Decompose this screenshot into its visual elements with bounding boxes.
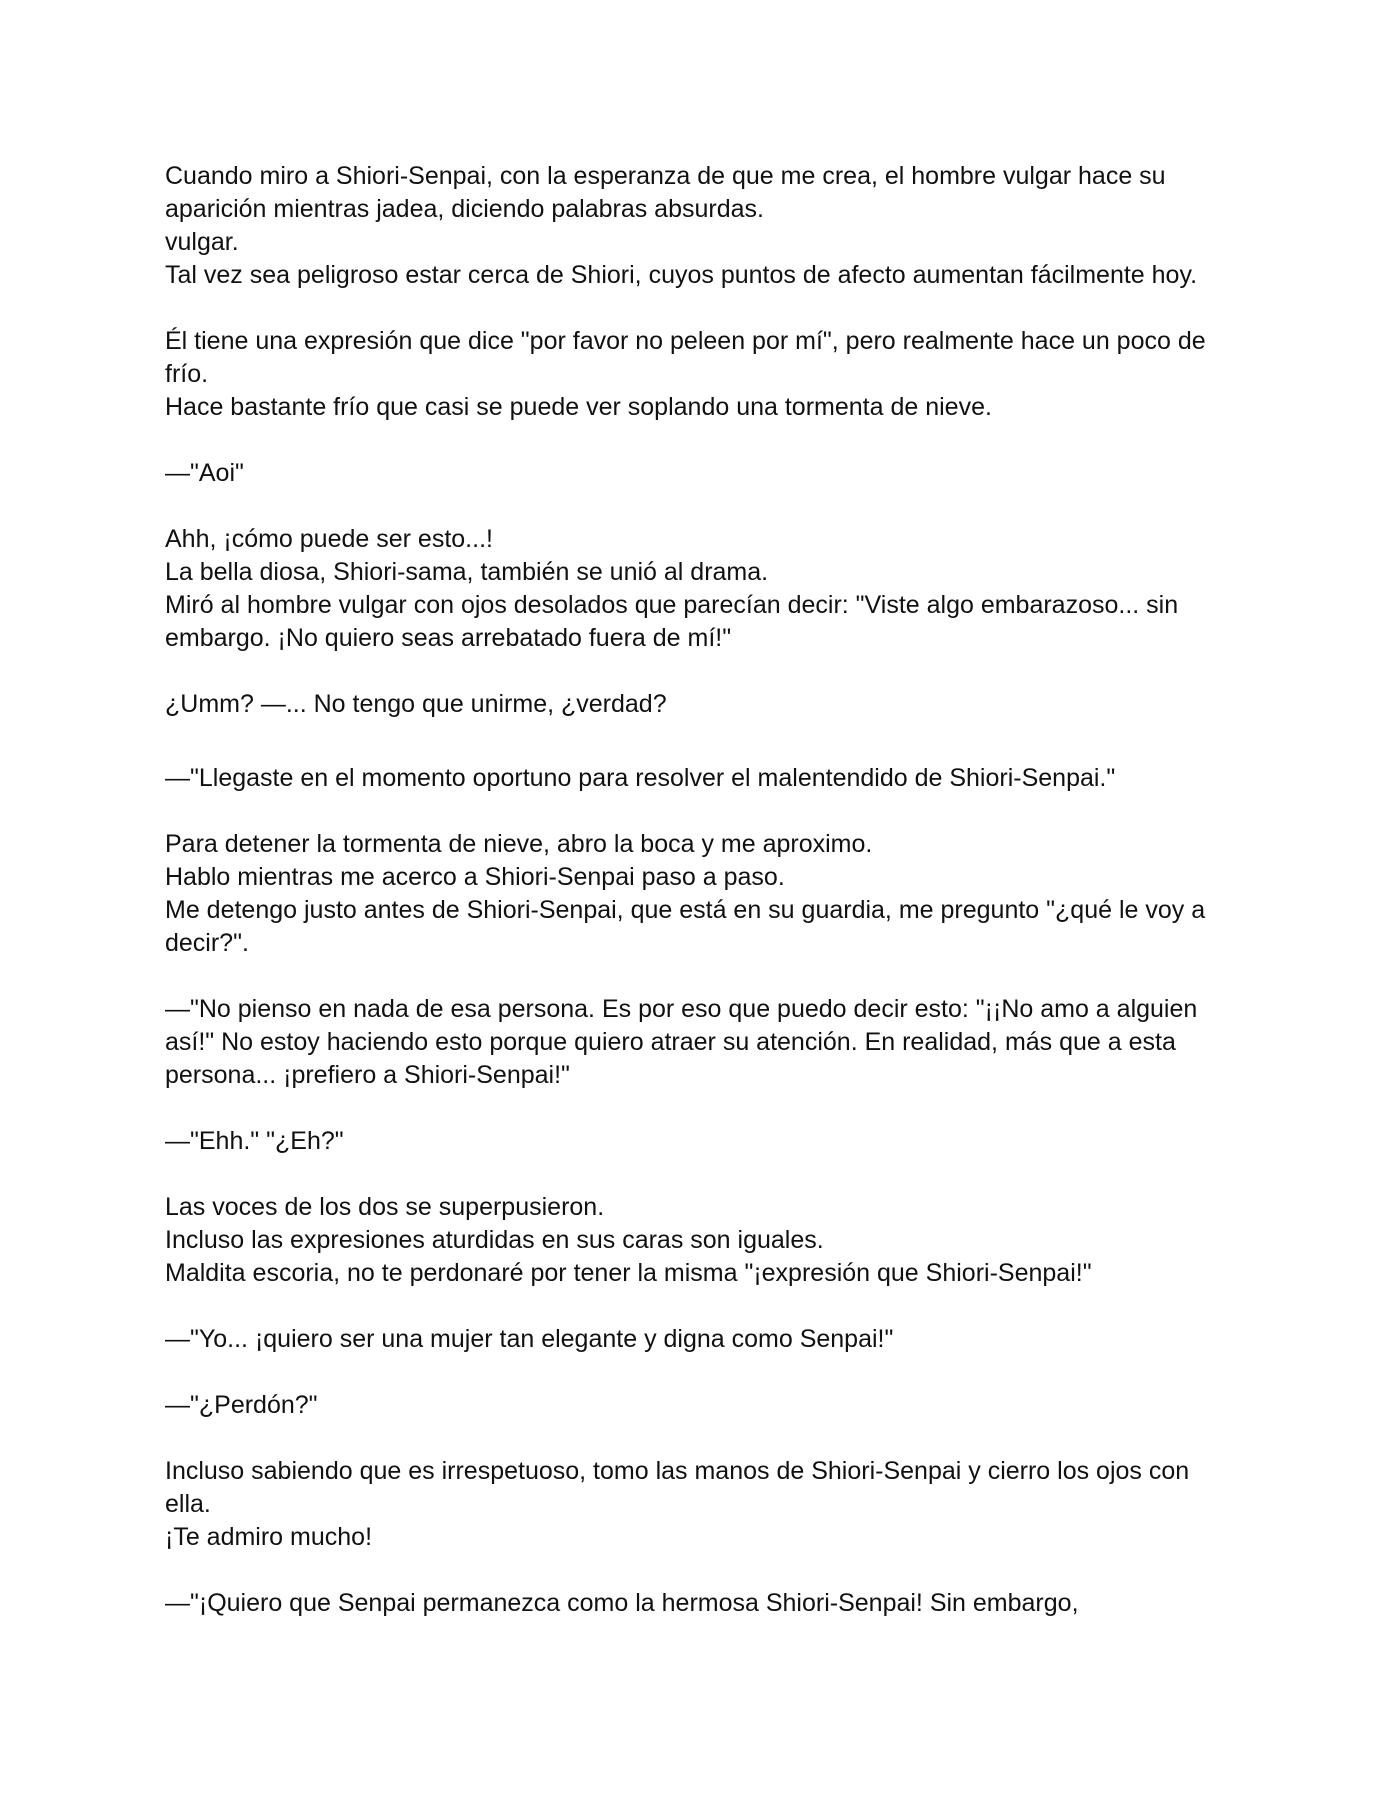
text-line: persona... ¡prefiero a Shiori-Senpai!" <box>165 1061 570 1089</box>
text-line: así!" No estoy haciendo esto porque quiero atraer su atención. En realidad, más que a esta <box>165 1028 1176 1056</box>
text-line: —"Ehh." "¿Eh?" <box>165 1127 344 1155</box>
text-line: Incluso las expresiones aturdidas en sus caras son iguales. <box>165 1226 824 1254</box>
text-line: Para detener la tormenta de nieve, abro la boca y me aproximo. <box>165 830 873 858</box>
paragraph <box>165 688 1245 721</box>
text-line: Miró al hombre vulgar con ojos desolados que parecían decir: "Viste algo embarazoso... sin <box>165 591 1179 619</box>
text-line: aparición mientras jadea, diciendo palabras absurdas. <box>165 195 764 223</box>
text-line: frío. <box>165 360 209 388</box>
text-line: —"Aoi" <box>165 459 244 487</box>
text-line: embargo. ¡No quiero seas arrebatado fuera de mí!" <box>165 624 732 652</box>
text-line: ella. <box>165 1490 211 1518</box>
text-line: ¿Umm? —... No tengo que unirme, ¿verdad? <box>165 690 667 718</box>
text-line: vulgar. <box>165 228 239 256</box>
text-line: decir?". <box>165 929 249 957</box>
text-line: Hace bastante frío que casi se puede ver soplando una tormenta de nieve. <box>165 393 992 421</box>
text-line: Ahh, ¡cómo puede ser esto...! <box>165 525 493 553</box>
text-line: Maldita escoria, no te perdonaré por tener la misma "¡expresión que Shiori-Senpai!" <box>165 1259 1092 1287</box>
paragraph <box>165 1389 1245 1422</box>
paragraph <box>165 1455 1245 1554</box>
text-line: —"Llegaste en el momento oportuno para resolver el malentendido de Shiori-Senpai." <box>165 764 1116 792</box>
paragraph <box>165 1323 1245 1356</box>
paragraph <box>165 160 1245 292</box>
text-line: Las voces de los dos se superpusieron. <box>165 1193 605 1221</box>
text-line: —"¿Perdón?" <box>165 1391 318 1419</box>
text-line: Tal vez sea peligroso estar cerca de Shiori, cuyos puntos de afecto aumentan fácilmente hoy. <box>165 261 1198 289</box>
body-text <box>165 160 1245 1653</box>
text-line: —"Yo... ¡quiero ser una mujer tan elegante y digna como Senpai!" <box>165 1325 894 1353</box>
text-line: —"¡Quiero que Senpai permanezca como la hermosa Shiori-Senpai! Sin embargo, <box>165 1589 1079 1617</box>
text-line: Incluso sabiendo que es irrespetuoso, tomo las manos de Shiori-Senpai y cierro los ojos con <box>165 1457 1190 1485</box>
paragraph <box>165 523 1245 655</box>
paragraph <box>165 1191 1245 1290</box>
text-line: La bella diosa, Shiori-sama, también se unió al drama. <box>165 558 769 586</box>
text-line: Él tiene una expresión que dice "por favor no peleen por mí", pero realmente hace un poco de <box>165 327 1206 355</box>
paragraph <box>165 457 1245 490</box>
paragraph <box>165 325 1245 424</box>
paragraph <box>165 828 1245 960</box>
text-line: Me detengo justo antes de Shiori-Senpai, que está en su guardia, me pregunto "¿qué le voy a <box>165 896 1206 924</box>
text-line: —"No pienso en nada de esa persona. Es por eso que puedo decir esto: "¡¡No amo a alguien <box>165 995 1198 1023</box>
paragraph <box>165 993 1245 1092</box>
text-line: Hablo mientras me acerco a Shiori-Senpai paso a paso. <box>165 863 785 891</box>
paragraph <box>165 762 1245 795</box>
text-line: Cuando miro a Shiori-Senpai, con la esperanza de que me crea, el hombre vulgar hace su <box>165 162 1166 190</box>
paragraph <box>165 1125 1245 1158</box>
text-line: ¡Te admiro mucho! <box>165 1523 373 1551</box>
paragraph <box>165 1587 1245 1620</box>
